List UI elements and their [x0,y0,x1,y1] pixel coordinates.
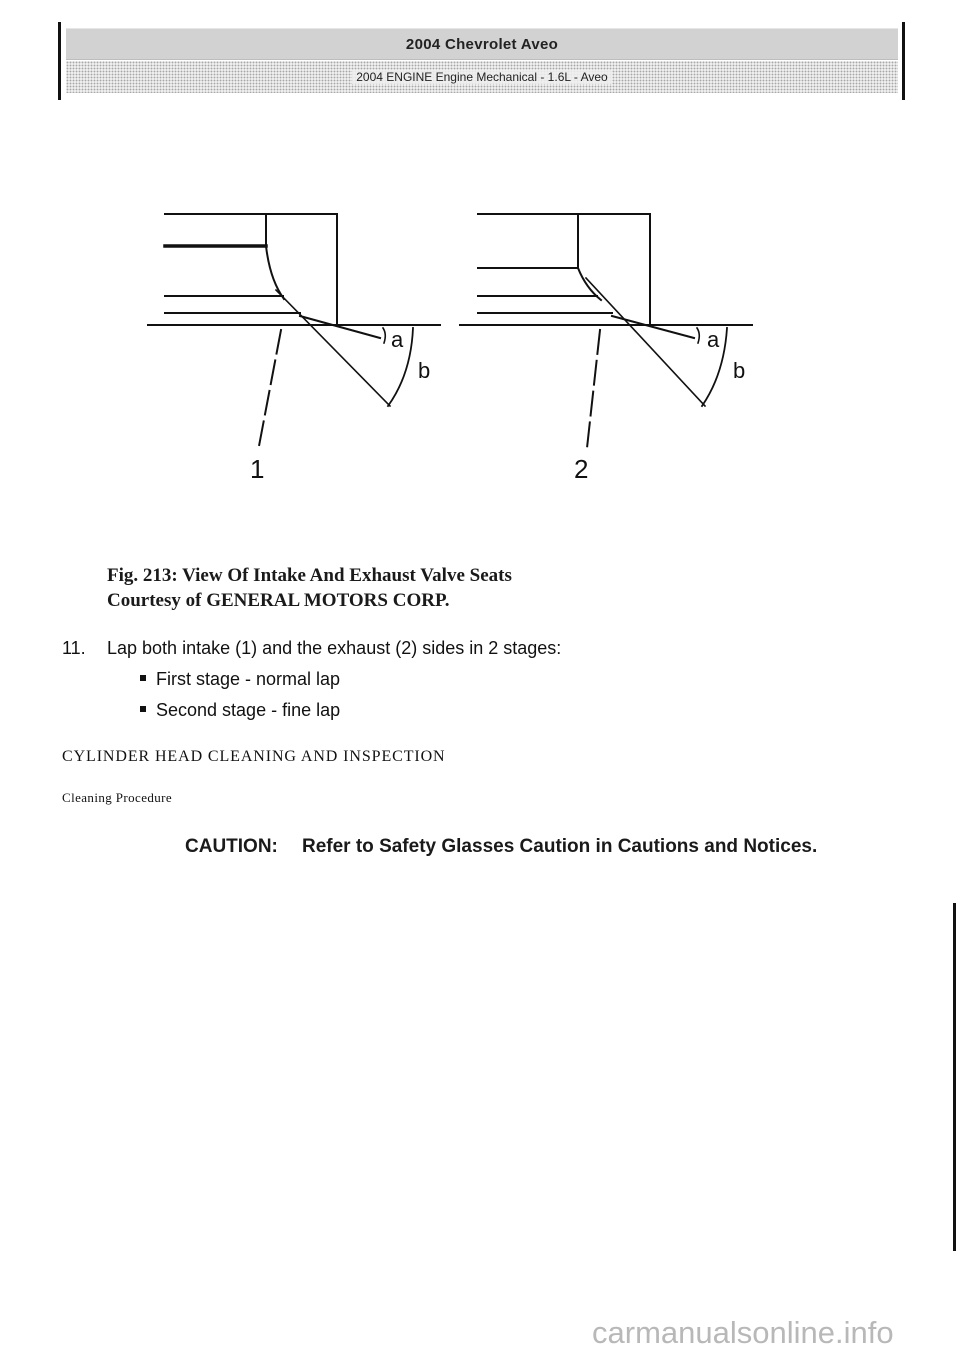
angle-b-label: b [733,358,746,383]
callout-leader-line [259,330,281,446]
caution-note [185,834,825,860]
figure-caption-courtesy: Courtesy of GENERAL MOTORS CORP. [107,590,450,611]
bullet-square-icon [140,675,146,681]
list-item-text: First stage - normal lap [156,669,341,689]
section-heading: CYLINDER HEAD CLEANING AND INSPECTION [62,748,446,765]
header-title-bar [66,28,898,60]
angle-a-arc [383,328,385,343]
angle-a-arc [697,328,699,343]
watermark: carmanualsonline.info [592,1315,894,1350]
figure-caption [107,563,707,613]
bullet-square-icon [140,706,146,712]
callout-number: 1 [250,454,265,484]
angle-a-label: a [391,327,404,352]
seat-angle-b-line [276,290,390,406]
section-subheading: Cleaning Procedure [62,790,173,805]
header-title: 2004 Chevrolet Aveo [405,35,559,53]
valve-seat-diagram [140,200,770,490]
valve-seat-view-right [460,214,752,484]
page-edge-rule [953,903,956,1251]
list-item [140,668,340,690]
valve-fillet-curve [266,246,284,299]
figure-caption-title: Fig. 213: View Of Intake And Exhaust Valve Seats [107,565,512,586]
callout-number: 2 [574,454,589,484]
valve-seat-view-left [148,214,440,484]
step-text: Lap both intake (1) and the exhaust (2) sides in 2 stages: [107,638,562,658]
document-header [58,22,905,100]
header-subtitle: 2004 ENGINE Engine Mechanical - 1.6L - Aveo [352,70,611,84]
list-item-text: Second stage - fine lap [156,700,341,720]
angle-a-label: a [707,327,720,352]
header-subtitle-bar [66,61,898,93]
seat-angle-b-line [586,278,705,406]
caution-text: Refer to Safety Glasses Caution in Cautions and Notices. [302,836,818,857]
callout-leader-line [587,330,600,448]
step-number: 11. [62,638,86,658]
list-item [140,699,340,721]
angle-b-label: b [418,358,431,383]
caution-label: CAUTION: [185,836,278,857]
